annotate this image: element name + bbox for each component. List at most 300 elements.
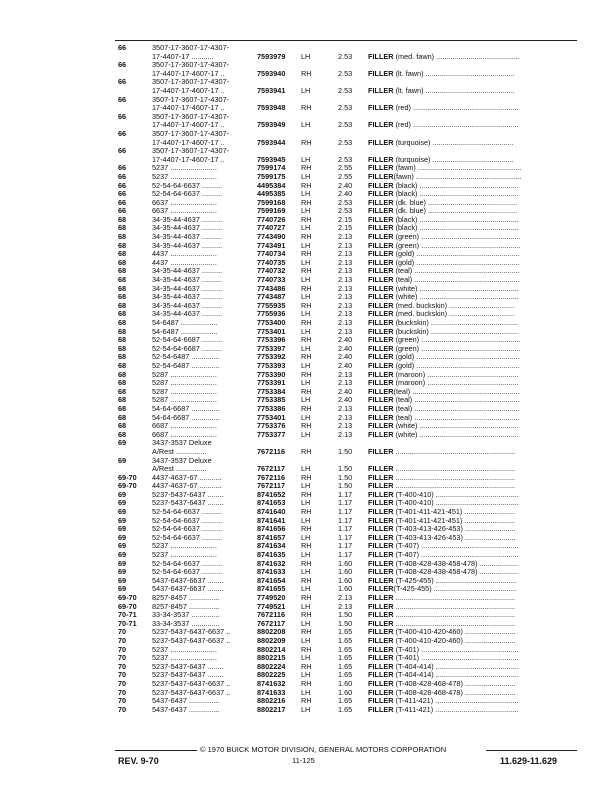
description-cell [368, 680, 574, 689]
quantity-cell: 2.40 [338, 395, 353, 405]
side-cell: RH [301, 472, 312, 482]
description-detail: (turquoise) [393, 155, 431, 164]
leader-dots: ................................................. [417, 190, 519, 199]
description-cell [368, 396, 574, 405]
table-row [0, 70, 612, 79]
year-cell: 66 [118, 77, 127, 87]
model-cell: 6687 ....................... [152, 422, 217, 431]
year-cell: 69 [118, 584, 127, 594]
description-name: FILLER [368, 104, 394, 113]
model-cell: 3507-17-3607-17-4307- [152, 78, 230, 87]
description-name: FILLER [368, 215, 394, 224]
side-cell: RH [301, 163, 312, 173]
side-cell: RH [301, 232, 312, 242]
description-name: FILLER [368, 250, 394, 259]
description-name: FILLER [368, 164, 394, 173]
quantity-cell: 2.53 [338, 154, 353, 164]
description-name: FILLER [368, 258, 394, 267]
model-cell: 5237-5437-6437-6637 .. [152, 688, 231, 697]
leader-dots: ................................................... [414, 258, 520, 267]
description-cell [368, 53, 574, 62]
year-cell: 68 [118, 335, 127, 345]
description-name: FILLER [368, 319, 394, 327]
description-name: FILLER [368, 181, 394, 190]
description-name: FILLER [368, 697, 394, 706]
description-name: FILLER [368, 422, 394, 431]
side-cell: LH [301, 653, 311, 663]
model-cell: 3507-17-3607-17-4307- [152, 95, 230, 104]
part-number-cell: 7753376 [257, 421, 286, 431]
description-name: FILLER [368, 344, 394, 353]
part-number-cell: 7753390 [257, 369, 286, 379]
leader-dots: ................................................ [419, 654, 519, 663]
description-cell [368, 603, 574, 612]
model-cell: 34-35-44-4637 .......... [152, 267, 223, 276]
part-number-cell: 4495384 [257, 180, 286, 190]
description-detail: (red) [393, 104, 411, 113]
description-detail: (T-404-414) [393, 662, 434, 671]
quantity-cell: 2.13 [338, 283, 353, 293]
part-number-cell: 7599169 [257, 206, 286, 216]
description-detail: (T-407) [393, 551, 420, 560]
description-cell [368, 104, 574, 113]
year-cell: 66 [118, 197, 127, 207]
description-detail: (T-400-410) [393, 490, 434, 499]
quantity-cell: 1.17 [338, 524, 353, 534]
model-cell: 4437 ....................... [152, 250, 217, 259]
model-cell: 34-35-44-4637 .......... [152, 310, 223, 319]
side-cell: LH [301, 51, 311, 61]
model-cell: 5287 ....................... [152, 396, 217, 405]
model-cell: 5287 ....................... [152, 379, 217, 388]
part-number-cell: 8741634 [257, 541, 286, 551]
part-number-cell: 7749520 [257, 593, 286, 602]
section-number: 11.629-11.629 [500, 756, 558, 766]
model-cell: 54-6487 .................. [152, 327, 218, 336]
quantity-cell: 2.53 [338, 120, 353, 130]
description-detail: (T-400-410) [393, 499, 434, 508]
side-cell: LH [301, 515, 311, 525]
model-cell: 17-4407-17-4607-17 .. [152, 155, 225, 164]
leader-dots: ......................................... [433, 490, 519, 499]
description-name: FILLER [368, 276, 394, 285]
quantity-cell: 2.13 [338, 421, 353, 431]
side-cell: RH [301, 696, 312, 706]
side-cell: LH [301, 240, 311, 250]
part-number-cell: 8741632 [257, 558, 286, 568]
side-cell: LH [301, 154, 311, 164]
leader-dots: ......................... [462, 508, 516, 517]
leader-dots: ................................................. [417, 422, 519, 431]
revision-label: REV. 9-70 [118, 756, 159, 766]
quantity-cell: 1.60 [338, 678, 353, 688]
part-number-cell: 8741653 [257, 498, 286, 508]
model-cell: 34-35-44-4637 .......... [152, 276, 223, 285]
description-cell [368, 379, 574, 388]
side-cell: LH [301, 292, 311, 302]
year-cell: 69 [118, 524, 127, 534]
leader-dots: ........................................ [433, 576, 517, 585]
description-detail: (T-411-421) [393, 705, 434, 714]
description-detail: (fawn) [393, 172, 414, 181]
part-number-cell: 8802208 [257, 627, 286, 637]
leader-dots: ............................................ [423, 86, 515, 95]
description-cell [368, 611, 574, 620]
side-cell: RH [301, 266, 312, 276]
year-cell: 68 [118, 326, 127, 336]
description-detail: (fawn) [393, 164, 416, 173]
leader-dots: ......................... [462, 688, 516, 697]
year-cell: 68 [118, 232, 127, 242]
part-number-cell: 8741640 [257, 507, 286, 517]
year-cell: 68 [118, 369, 127, 379]
side-cell: LH [301, 120, 311, 130]
leader-dots: .................................................... [412, 396, 520, 405]
quantity-cell: 2.55 [338, 171, 353, 181]
quantity-cell: 1.65 [338, 704, 353, 714]
side-cell: LH [301, 171, 311, 181]
part-number-cell: 8802215 [257, 653, 286, 663]
model-cell: 52-54-64-6687 .......... [152, 344, 223, 353]
description-cell [368, 508, 574, 517]
side-cell: LH [301, 704, 311, 714]
leader-dots: ........................................................... [393, 447, 516, 456]
leader-dots: ........................................................... [393, 594, 516, 602]
quantity-cell: 2.13 [338, 232, 353, 242]
description-detail: (T-403-413-426-453) [393, 525, 463, 534]
side-cell: RH [301, 180, 312, 190]
part-number-cell: 7743486 [257, 283, 286, 293]
year-cell: 70-71 [118, 618, 137, 628]
model-cell: 8257-8457 ............... [152, 602, 220, 611]
description-cell [368, 542, 574, 551]
description-name: FILLER [368, 602, 394, 611]
description-detail: (T-425-455) [393, 585, 432, 594]
description-name: FILLER [368, 198, 394, 207]
quantity-cell: 1.17 [338, 498, 353, 508]
quantity-cell: 2.40 [338, 335, 353, 345]
model-cell: 34-35-44-4637 .......... [152, 293, 223, 302]
description-detail: (gold) [393, 361, 415, 370]
side-cell: RH [301, 610, 312, 620]
description-cell [368, 250, 574, 259]
description-name: FILLER [368, 585, 394, 594]
table-row [0, 87, 612, 96]
model-cell: 5237-5437-6437-6637 .. [152, 636, 231, 645]
description-cell [368, 302, 574, 311]
description-cell [368, 242, 574, 251]
description-name: FILLER [368, 86, 394, 95]
side-cell: LH [301, 464, 311, 474]
quantity-cell: 1.60 [338, 558, 353, 568]
leader-dots: ................................................. [419, 233, 521, 242]
part-number-cell: 7593948 [257, 103, 286, 113]
year-cell: 70 [118, 627, 127, 637]
description-name: FILLER [368, 542, 394, 551]
quantity-cell: 2.13 [338, 369, 353, 379]
table-row [0, 121, 612, 130]
side-cell: RH [301, 558, 312, 568]
quantity-cell: 1.50 [338, 610, 353, 620]
model-cell: 4437-4637-67 ........... [152, 473, 222, 482]
description-cell [368, 190, 574, 199]
description-cell [368, 336, 574, 345]
description-cell [368, 259, 574, 268]
description-name: FILLER [368, 688, 394, 697]
side-cell: RH [301, 524, 312, 534]
part-number-cell: 7753401 [257, 412, 286, 422]
description-name: FILLER [368, 465, 394, 474]
description-cell [368, 139, 574, 148]
description-cell [368, 706, 574, 715]
leader-dots: ............................................. [425, 370, 519, 379]
quantity-cell: 1.50 [338, 481, 353, 491]
leader-dots: ............................................ [423, 69, 515, 78]
part-number-cell: 8802214 [257, 644, 286, 654]
model-cell: 5237-5437-6437-6637 .. [152, 679, 231, 688]
model-cell: 3507-17-3607-17-4307- [152, 147, 230, 156]
description-detail: (gold) [393, 353, 415, 362]
year-cell: 70 [118, 653, 127, 663]
side-cell: RH [301, 214, 312, 224]
leader-dots: ........................................................... [393, 473, 516, 482]
quantity-cell: 2.15 [338, 214, 353, 224]
description-name: FILLER [368, 705, 394, 714]
description-name: FILLER [368, 353, 394, 362]
model-cell: 52-54-64-6637 .......... [152, 181, 223, 190]
year-cell: 66 [118, 171, 127, 181]
description-name: FILLER [368, 396, 394, 405]
leader-dots: ................................................. [417, 284, 519, 293]
year-cell: 69 [118, 438, 127, 448]
description-detail: (T-404-414) [393, 671, 434, 680]
description-detail: (buckskin) [393, 327, 429, 336]
quantity-cell: 2.13 [338, 240, 353, 250]
side-cell: LH [301, 395, 311, 405]
leader-dots: ........................................ [430, 138, 514, 147]
model-cell: 52-54-6487 .............. [152, 353, 220, 362]
side-cell: LH [301, 550, 311, 560]
model-cell: 34-35-44-4637 .......... [152, 224, 223, 233]
part-number-cell: 7740727 [257, 223, 286, 233]
leader-dots: ................................................ [419, 645, 519, 654]
description-name: FILLER [368, 224, 394, 233]
year-cell: 66 [118, 128, 127, 138]
side-cell: RH [301, 661, 312, 671]
model-cell: 5237-5437-6437-6637 .. [152, 628, 231, 637]
quantity-cell: 2.13 [338, 378, 353, 388]
description-cell [368, 663, 574, 672]
description-detail: (T-400-410-420-460) [393, 636, 463, 645]
model-cell: 34-35-44-4637 .......... [152, 241, 223, 250]
description-cell [368, 224, 574, 233]
description-cell [368, 689, 574, 698]
quantity-cell: 1.50 [338, 472, 353, 482]
description-name: FILLER [368, 233, 394, 242]
side-cell: LH [301, 257, 311, 267]
footer-rule-left [115, 750, 197, 751]
description-detail: (red) [393, 121, 411, 130]
part-number-cell: 8741656 [257, 524, 286, 534]
model-cell: 54-6487 .................. [152, 319, 218, 327]
side-cell: LH [301, 85, 311, 95]
description-name: FILLER [368, 241, 394, 250]
model-cell: 17-4407-17-4607-17 .. [152, 69, 225, 78]
description-detail: (lt. fawn) [393, 69, 424, 78]
part-number-cell: 7753401 [257, 326, 286, 336]
year-cell: 66 [118, 111, 127, 121]
leader-dots: ......................... [462, 636, 516, 645]
side-cell: LH [301, 223, 311, 233]
part-number-cell: 7672117 [257, 481, 286, 491]
description-name: FILLER [368, 370, 394, 379]
description-detail: (med. fawn) [393, 52, 435, 61]
quantity-cell: 2.13 [338, 266, 353, 276]
model-cell: 5237-5437-6437 ........ [152, 499, 224, 508]
description-cell [368, 474, 574, 483]
part-number-cell: 7593941 [257, 85, 286, 95]
year-cell: 68 [118, 429, 127, 439]
year-cell: 68 [118, 249, 127, 259]
description-cell [368, 173, 574, 182]
description-name: FILLER [368, 619, 394, 628]
leader-dots: ......................................... [431, 585, 517, 594]
model-cell: 17-4407-17-4607-17 .. [152, 138, 225, 147]
quantity-cell: 1.60 [338, 687, 353, 697]
table-row [0, 139, 612, 148]
quantity-cell: 1.65 [338, 644, 353, 654]
quantity-cell: 2.53 [338, 137, 353, 147]
description-name: FILLER [368, 508, 394, 517]
leader-dots: ................................................... [414, 250, 520, 259]
description-detail: (green) [393, 336, 420, 345]
leader-dots: ................................................. [419, 344, 521, 353]
leader-dots: ......................................... [433, 671, 519, 680]
description-name: FILLER [368, 533, 394, 542]
model-cell: A/Rest ............... [152, 465, 207, 474]
part-number-cell: 7753384 [257, 386, 286, 396]
quantity-cell: 2.13 [338, 292, 353, 302]
part-number-cell: 8802216 [257, 696, 286, 706]
model-cell: 3507-17-3607-17-4307- [152, 129, 230, 138]
model-cell: 34-35-44-4637 .......... [152, 301, 223, 310]
description-cell [368, 499, 574, 508]
leader-dots: ................................................... [414, 353, 520, 362]
quantity-cell: 2.55 [338, 163, 353, 173]
quantity-cell: 1.17 [338, 489, 353, 499]
part-number-cell: 8741641 [257, 515, 286, 525]
model-cell: 34-35-44-4637 .......... [152, 233, 223, 242]
part-number-cell: 7743490 [257, 232, 286, 242]
side-cell: RH [301, 446, 312, 456]
description-detail: (T-400-410-420-460) [393, 628, 463, 637]
description-name: FILLER [368, 52, 394, 61]
year-cell: 66 [118, 60, 127, 70]
year-cell: 69 [118, 455, 127, 465]
year-cell: 70 [118, 704, 127, 714]
description-detail: (green) [393, 233, 420, 242]
description-name: FILLER [368, 499, 394, 508]
model-cell: 5437-6437 ............... [152, 705, 220, 714]
leader-dots: ................................................. [417, 430, 519, 439]
quantity-cell: 2.13 [338, 403, 353, 413]
description-name: FILLER [368, 404, 394, 413]
description-cell [368, 534, 574, 543]
description-cell [368, 448, 574, 457]
model-cell: A/Rest ............... [152, 447, 207, 456]
description-cell [368, 517, 574, 526]
part-number-cell: 8741633 [257, 567, 286, 577]
side-cell: RH [301, 318, 312, 327]
side-cell: LH [301, 326, 311, 336]
leader-dots: ..................................................... [410, 387, 520, 396]
quantity-cell: 2.13 [338, 300, 353, 310]
part-number-cell: 7593945 [257, 154, 286, 164]
description-detail: (gold) [393, 250, 415, 259]
part-number-cell: 7672116 [257, 446, 286, 456]
side-cell: LH [301, 481, 311, 491]
leader-dots: ........................................... [428, 327, 519, 336]
year-cell: 68 [118, 421, 127, 431]
side-cell: LH [301, 498, 311, 508]
side-cell: LH [301, 343, 311, 353]
part-number-cell: 7753396 [257, 335, 286, 345]
leader-dots: .................................................... [412, 413, 520, 422]
year-cell: 68 [118, 214, 127, 224]
leader-dots: ................................................. [417, 181, 519, 190]
side-cell: RH [301, 369, 312, 379]
part-number-cell: 8802217 [257, 704, 286, 714]
side-cell: RH [301, 335, 312, 345]
description-detail: (dk. blue) [393, 198, 426, 207]
leader-dots: ................... [477, 568, 519, 577]
side-cell: LH [301, 584, 311, 594]
description-cell [368, 276, 574, 285]
leader-dots: .................................................... [410, 121, 519, 130]
side-cell: RH [301, 352, 312, 362]
table-row [0, 431, 612, 440]
description-name: FILLER [368, 576, 394, 585]
part-number-cell: 7753386 [257, 403, 286, 413]
side-cell: RH [301, 489, 312, 499]
description-detail: (maroon) [393, 379, 426, 388]
description-name: FILLER [368, 310, 394, 319]
quantity-cell: 1.65 [338, 635, 353, 645]
description-cell [368, 371, 574, 380]
side-cell: LH [301, 189, 311, 199]
model-cell: 17-4407-17-4607-17 .. [152, 86, 225, 95]
description-detail: (teal) [393, 267, 413, 276]
leader-dots: ................................................. [419, 241, 521, 250]
year-cell: 68 [118, 223, 127, 233]
description-name: FILLER [368, 301, 394, 310]
description-cell [368, 182, 574, 191]
model-cell: 6687 ....................... [152, 430, 217, 439]
year-cell: 70 [118, 678, 127, 688]
model-cell: 52-54-64-6637 .......... [152, 568, 223, 577]
description-name: FILLER [368, 568, 394, 577]
description-cell [368, 594, 574, 603]
description-name: FILLER [368, 361, 394, 370]
model-cell: 5287 ....................... [152, 370, 217, 379]
part-number-cell: 8802209 [257, 635, 286, 645]
part-number-cell: 7593944 [257, 137, 286, 147]
year-cell: 69 [118, 541, 127, 551]
quantity-cell: 1.65 [338, 670, 353, 680]
description-cell [368, 216, 574, 225]
description-cell [368, 560, 574, 569]
year-cell: 68 [118, 360, 127, 370]
